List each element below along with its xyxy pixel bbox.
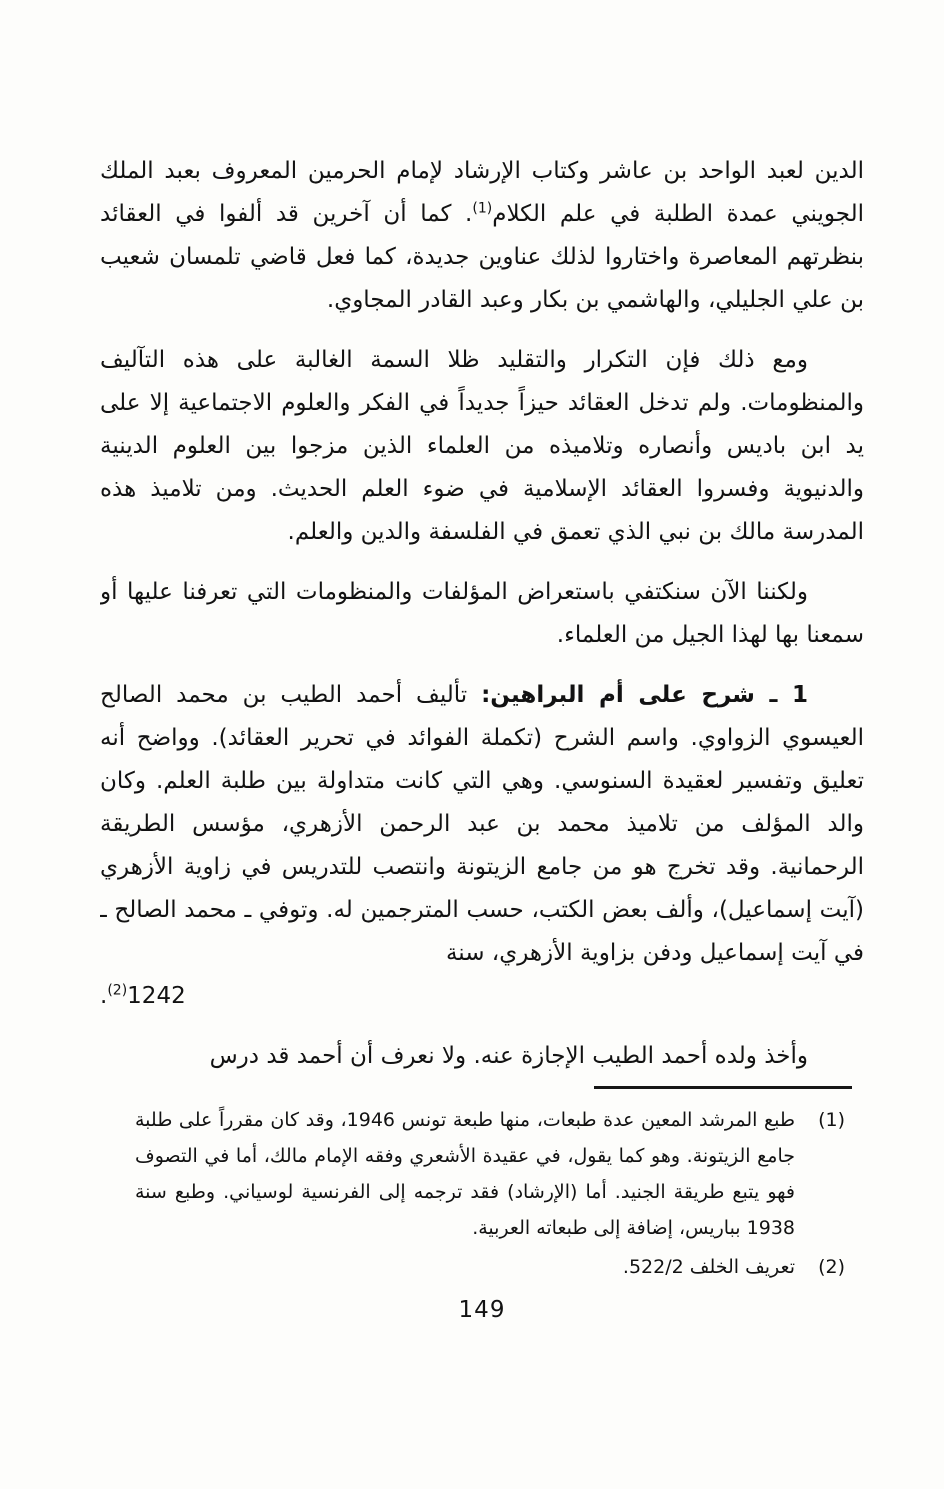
paragraph-text: . كما أن آخرين قد ألفوا في العقائد بنظرتهم المعاصرة واختاروا لذلك عناوين جديدة، كما فعل قاضي تلمسان شعيب بن علي الجليلي، والهاشمي بن بكار وعبد القادر المجاوي. <box>100 201 864 313</box>
footnote-ref-1: (1) <box>472 200 493 217</box>
footnote-1-marker: (1) <box>818 1109 845 1131</box>
footnote-2-text: تعريف الخلف 522/2. <box>622 1256 795 1278</box>
footnote-2 <box>135 1249 845 1285</box>
paragraph-text: الدين لعبد الواحد بن عاشر وكتاب الإرشاد لإمام الحرمين المعروف بعبد الملك الجويني عمدة الطلبة في علم الكلام <box>100 158 864 227</box>
footnote-1-text: طبع المرشد المعين عدة طبعات، منها طبعة تونس 1946، وقد كان مقرراً على طلبة جامع الزيتونة. وهو كما يقول، في عقيدة الأشعري وفقه الإمام مالك، أما في التصوف فهو يتبع طريقة الجنيد. أما (الإرشاد) فقد ترجمه إلى الفرنسية لوسياني. وطبع سنة 1938 بباريس، إضافة إلى طبعاته العربية. <box>135 1109 795 1239</box>
paragraph-continuation <box>100 150 864 322</box>
footnote-2-marker: (2) <box>818 1256 845 1278</box>
footnote-ref-2: (2) <box>107 982 128 999</box>
item-1-number: 1 ـ <box>769 682 809 708</box>
item-1-text: تأليف أحمد الطيب بن محمد الصالح العيسوي الزواوي. واسم الشرح (تكملة الفوائد في تحرير العقائد). وواضح أنه تعليق وتفسير لعقيدة السنوسي. وهي التي كانت متداولة بين طلبة العلم. وكان والد المؤلف من تلاميذ محمد بن عبد الرحمن الأزهري، مؤسس الطريقة الرحمانية. وقد تخرج هو من جامع الزيتونة وانتصب للتدريس في زاوية الأزهري (آيت إسماعيل)، وألف بعض الكتب، حسب المترجمين له. وتوفي ـ محمد الصالح ـ في آيت إسماعيل ودفن بزاوية الأزهري، سنة <box>100 682 864 966</box>
paragraph-survey-intro <box>100 571 864 657</box>
paragraph-ahmad-ijaza <box>100 1035 864 1078</box>
item-1-heading <box>481 682 808 708</box>
paragraph-text: وأخذ ولده أحمد الطيب الإجازة عنه. ولا نعرف أن أحمد قد درس <box>209 1043 808 1069</box>
main-text-block <box>100 150 864 1090</box>
item-1-period: . <box>100 983 108 1009</box>
footnotes-block <box>135 1102 845 1288</box>
footnote-1 <box>135 1102 845 1246</box>
item-1-year: 1242 <box>127 983 186 1009</box>
item-1-paragraph <box>100 674 864 975</box>
item-1-year-line <box>100 975 864 1018</box>
paragraph-text: ولكننا الآن سنكتفي باستعراض المؤلفات والمنظومات التي تعرفنا عليها أو سمعنا بها لهذا الجيل من العلماء. <box>100 579 864 648</box>
footnote-divider <box>594 1086 852 1089</box>
paragraph-repetition-remark <box>100 339 864 554</box>
page-number: 149 <box>458 1297 506 1323</box>
item-1-title: شرح على أم البراهين: <box>481 682 755 708</box>
paragraph-text: ومع ذلك فإن التكرار والتقليد ظلا السمة الغالبة على هذه التآليف والمنظومات. ولم تدخل العقائد حيزاً جديداً في الفكر والعلوم الاجتماعية إلا على يد ابن باديس وأنصاره وتلاميذه من العلماء الذين مزجوا بين العلوم الدينية والدنيوية وفسروا العقائد الإسلامية في ضوء العلم الحديث. ومن تلاميذ هذه المدرسة مالك بن نبي الذي تعمق في الفلسفة والدين والعلم. <box>100 347 864 545</box>
